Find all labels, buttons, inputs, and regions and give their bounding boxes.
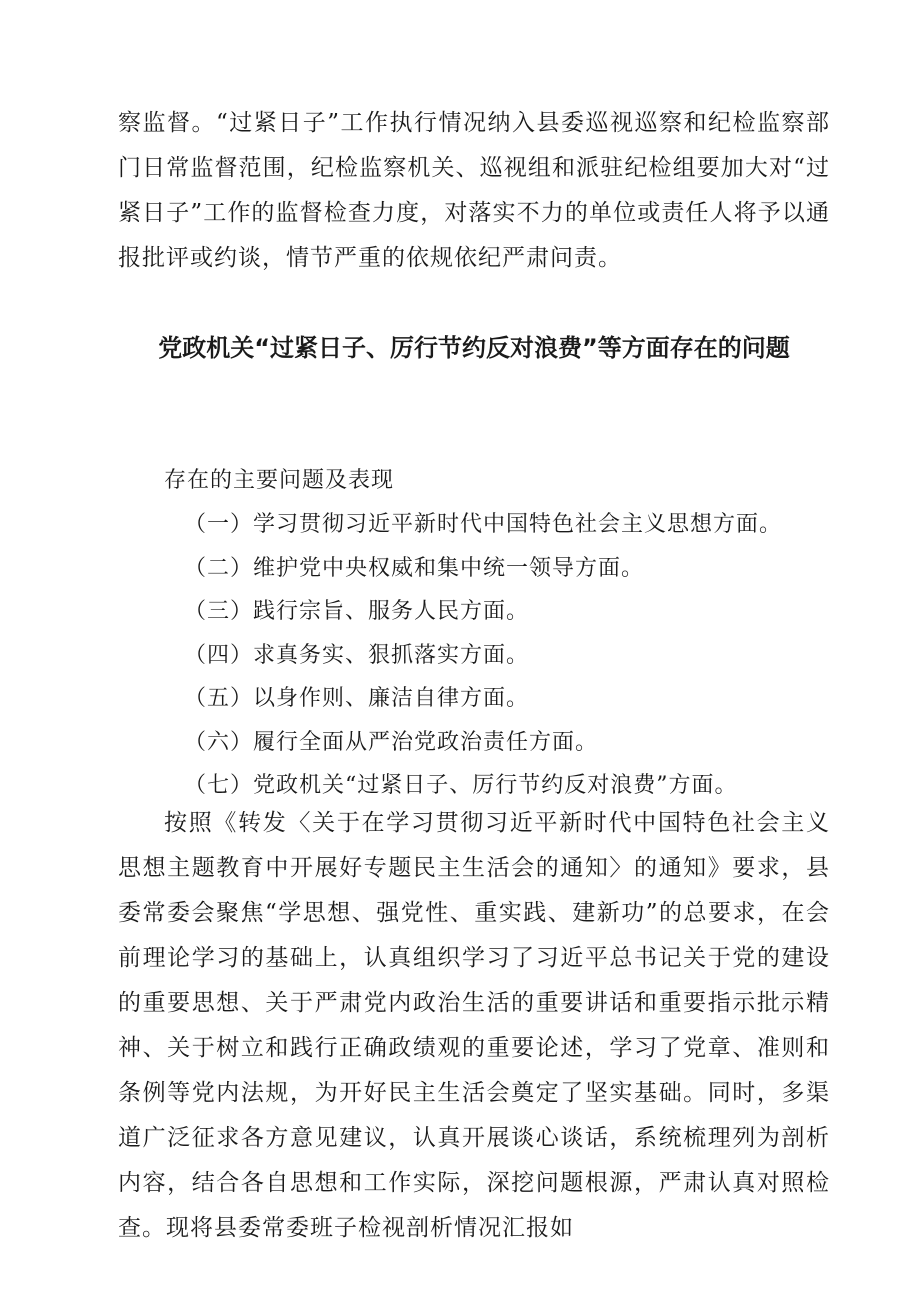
problem-item-6: （六）履行全面从严治党政治责任方面。 <box>184 729 599 755</box>
subheading: 存在的主要问题及表现 <box>164 468 395 493</box>
problem-item-1: （一）学习贯彻习近平新时代中国特色社会主义思想方面。 <box>184 512 783 537</box>
intro-paragraph: 察监督。“过紧日子”工作执行情况纳入县委巡视巡察和纪检监察部门日常监督范围，纪检监察机关、巡视组和派驻纪检组要加大对“过紧日子”工作的监督检查力度，对落实不力的单位或责任人将予以通报批评或约谈，情节严重的依规依纪严肃问责。 <box>118 110 830 271</box>
problem-item-5: （五）以身作则、廉洁自律方面。 <box>184 686 530 711</box>
problem-item-2: （二）维护党中央权威和集中统一领导方面。 <box>184 555 645 581</box>
problem-list <box>184 503 782 808</box>
section-title: 党政机关“过紧日子、厉行节约反对浪费”等方面存在的问题 <box>158 334 790 362</box>
problem-item-4: （四）求真务实、狠抓落实方面。 <box>184 642 530 668</box>
problem-item-7: （七）党政机关“过紧日子、厉行节约反对浪费”方面。 <box>184 773 738 798</box>
problem-item-3: （三）践行宗旨、服务人民方面。 <box>184 599 530 624</box>
body-paragraph: 按照《转发〈关于在学习贯彻习近平新时代中国特色社会主义思想主题教育中开展好专题民主生活会的通知〉的通知》要求，县委常委会聚焦“学思想、强党性、重实践、建新功”的总要求，在会前理论学习的基础上，认真组织学习了习近平总书记关于党的建设的重要思想、关于严肃党内政治生活的重要讲话和重要指示批示精神、关于树立和践行正确政绩观的重要论述，学习了党章、准则和条例等党内法规，为开好民主生活会奠定了坚实基础。同时，多渠道广泛征求各方意见建议，认真开展谈心谈话，系统梳理列为剖析内容，结合各自思想和工作实际，深挖问题根源，严肃认真对照检查。现将县委常委班子检视剖析情况汇报如 <box>118 810 830 1241</box>
